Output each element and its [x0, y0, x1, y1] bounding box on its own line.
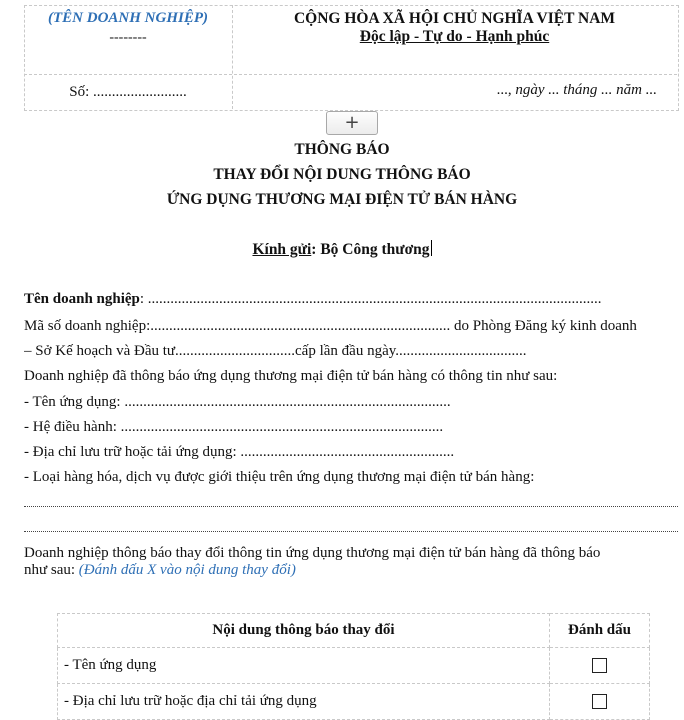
nation-title: CỘNG HÒA XÃ HỘI CHỦ NGHĨA VIỆT NAM: [293, 10, 616, 27]
addressee-colon: :: [311, 241, 321, 258]
mark-cell: [550, 648, 650, 684]
row-label-store-address: - Địa chỉ lưu trữ hoặc địa chỉ tải ứng dụng: [58, 684, 550, 720]
change-intro-prefix: như sau:: [24, 562, 79, 578]
goods-types-field[interactable]: - Loại hàng hóa, dịch vụ được giới thiệu trên ứng dụng thương mại điện tử bán hàng:: [24, 469, 535, 485]
company-name-fill: : .........................................................................................................................: [139, 291, 602, 307]
change-intro-line2: [24, 562, 680, 579]
company-name-field[interactable]: [24, 291, 680, 308]
table-header-row: [58, 614, 650, 648]
col-content-header: Nội dung thông báo thay đổi: [58, 614, 550, 648]
fill-line-1[interactable]: [24, 506, 678, 507]
date-text: ngày ... tháng ... năm ...: [515, 82, 657, 98]
table-row: [58, 684, 650, 720]
addressee-label: Kính gửi: [252, 241, 312, 258]
mark-cell: [550, 684, 650, 720]
checkbox-store-address[interactable]: [592, 694, 607, 709]
doc-title-line2: THAY ĐỔI NỘI DUNG THÔNG BÁO: [213, 166, 471, 183]
intro-text: Doanh nghiệp đã thông báo ứng dụng thương mại điện tử bán hàng có thông tin như sau:: [24, 368, 558, 384]
change-table: [57, 613, 650, 720]
date-prefix: ...,: [496, 82, 516, 98]
fill-line-2[interactable]: [24, 531, 678, 532]
change-intro-line1: Doanh nghiệp thông báo thay đổi thông tin ứng dụng thương mại điện tử bán hàng đã thông báo: [24, 545, 601, 561]
company-name-label: Tên doanh nghiệp: [24, 291, 140, 307]
change-hint: (Đánh dấu X vào nội dung thay đổi): [78, 562, 296, 578]
addressee-line[interactable]: [0, 240, 684, 259]
row-label-app-name: - Tên ứng dụng: [58, 648, 550, 684]
company-name-placeholder[interactable]: (TÊN DOANH NGHIỆP): [48, 10, 208, 26]
document-number-field[interactable]: Số: .........................: [69, 84, 187, 100]
addressee-value: Bộ Công thương: [320, 241, 430, 258]
app-name-field[interactable]: - Tên ứng dụng: .......................................................................................: [24, 394, 451, 410]
text-cursor: [431, 240, 432, 256]
doc-title-line1: THÔNG BÁO: [294, 141, 390, 158]
store-address-field[interactable]: - Địa chỉ lưu trữ hoặc tải ứng dụng: .........................................................: [24, 444, 455, 460]
table-row: [58, 648, 650, 684]
department-field[interactable]: – Sở Kế hoạch và Đầu tư................................cấp lần đầu ngày...................................: [24, 343, 527, 359]
header-divider-horizontal: [24, 74, 677, 75]
os-field[interactable]: - Hệ điều hành: ......................................................................................: [24, 419, 444, 435]
tax-code-field[interactable]: Mã số doanh nghiệp:................................................................................ do Phòng Đăng ký kinh doanh: [24, 318, 637, 334]
date-field[interactable]: [232, 82, 657, 99]
col-mark-header: Đánh dấu: [550, 614, 650, 648]
checkbox-app-name[interactable]: [592, 658, 607, 673]
doc-title-line3: ỨNG DỤNG THƯƠNG MẠI ĐIỆN TỬ BÁN HÀNG: [166, 191, 518, 208]
company-underline-dashes: --------: [109, 30, 147, 45]
national-motto: Độc lập - Tự do - Hạnh phúc: [359, 28, 550, 45]
add-row-button[interactable]: +: [326, 111, 378, 135]
